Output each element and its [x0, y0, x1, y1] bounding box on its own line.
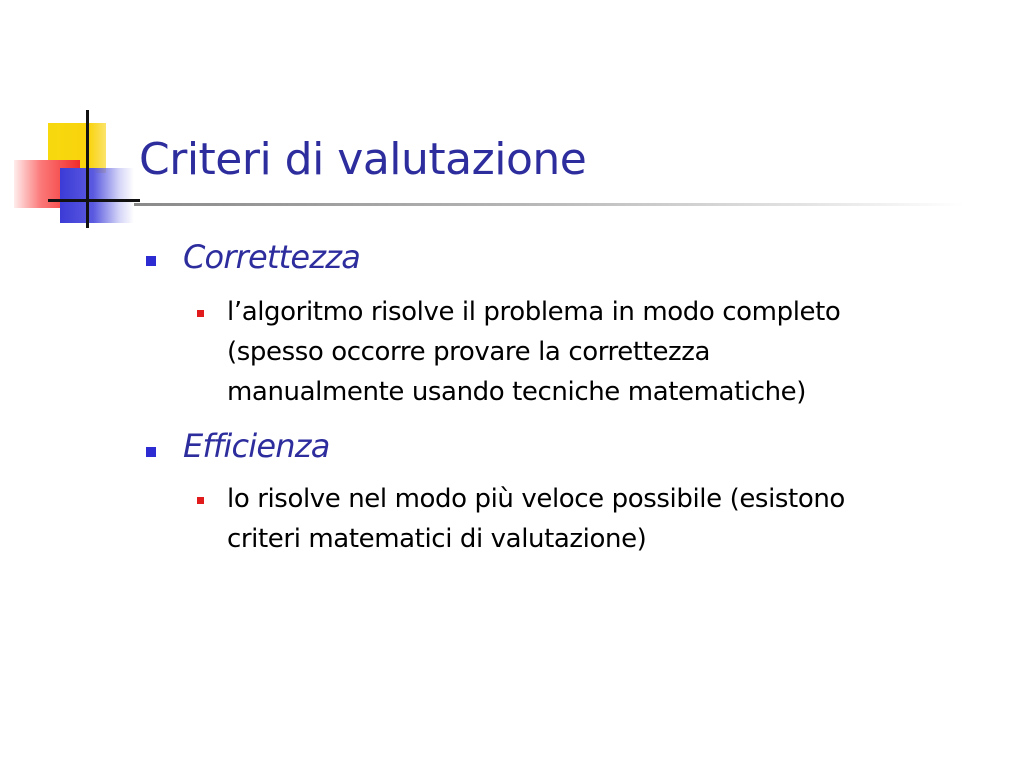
horizontal-line-decoration: [48, 199, 140, 202]
sub-bullet-square-icon: [197, 497, 204, 504]
bullet-heading-efficienza: Efficienza: [183, 427, 330, 465]
bullet-heading-correttezza: Correttezza: [183, 238, 361, 276]
bullet-square-icon: [146, 256, 156, 266]
text-line: (spesso occorre provare la correttezza: [227, 337, 711, 367]
text-line: manualmente usando tecniche matematiche): [227, 377, 807, 407]
bullet-square-icon: [146, 447, 156, 457]
vertical-line-decoration: [86, 110, 89, 228]
sub-bullet-text-correttezza: [227, 292, 967, 412]
text-line: l’algoritmo risolve il problema in modo completo: [227, 297, 841, 327]
text-line: criteri matematici di valutazione): [227, 524, 647, 554]
text-line: lo risolve nel modo più veloce possibile (esistono: [227, 484, 845, 514]
sub-bullet-square-icon: [197, 310, 204, 317]
title-underline: [134, 203, 964, 206]
blue-square-decoration: [60, 168, 134, 223]
sub-bullet-text-efficienza: [227, 479, 967, 559]
slide-title: Criteri di valutazione: [139, 134, 587, 185]
